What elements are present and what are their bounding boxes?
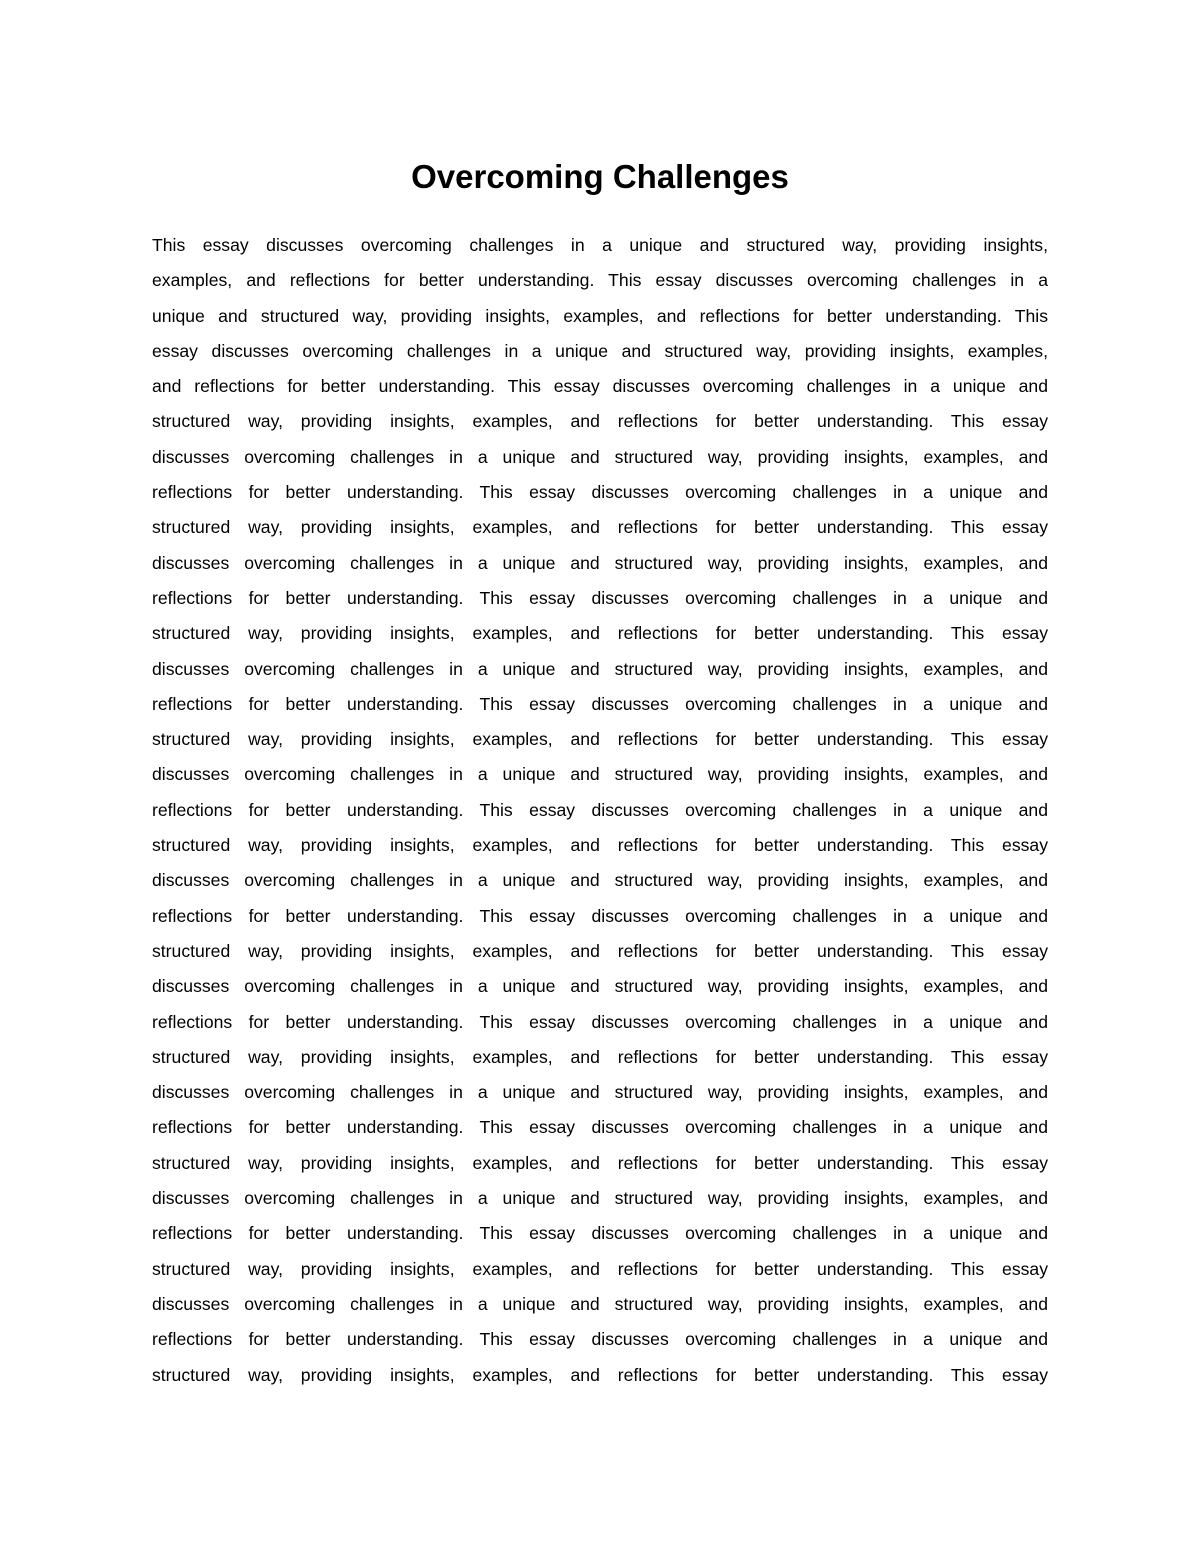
body-line: discusses overcoming challenges in a unique and structured way, providing insights, examples, and <box>152 870 1048 891</box>
body-line: reflections for better understanding. This essay discusses overcoming challenges in a unique and <box>152 1329 1048 1350</box>
body-line: structured way, providing insights, examples, and reflections for better understanding. This essay <box>152 1152 1048 1173</box>
body-line: unique and structured way, providing insights, examples, and reflections for better understanding. This <box>152 305 1048 326</box>
body-line: discusses overcoming challenges in a unique and structured way, providing insights, examples, and <box>152 1293 1048 1314</box>
body-line: structured way, providing insights, examples, and reflections for better understanding. This essay <box>152 623 1048 644</box>
page-title: Overcoming Challenges <box>411 158 789 195</box>
body-line: structured way, providing insights, examples, and reflections for better understanding. This essay <box>152 1258 1048 1279</box>
body-line: reflections for better understanding. This essay discusses overcoming challenges in a unique and <box>152 799 1048 820</box>
body-line: structured way, providing insights, examples, and reflections for better understanding. This essay <box>152 411 1048 432</box>
body-line: essay discusses overcoming challenges in a unique and structured way, providing insights, examples, <box>152 340 1048 361</box>
body-line: discusses overcoming challenges in a unique and structured way, providing insights, examples, and <box>152 1082 1048 1103</box>
body-line: structured way, providing insights, examples, and reflections for better understanding. This essay <box>152 517 1048 538</box>
body-line: discusses overcoming challenges in a unique and structured way, providing insights, examples, and <box>152 976 1048 997</box>
body-line: and reflections for better understanding. This essay discusses overcoming challenges in a unique and <box>152 376 1048 397</box>
body-line: This essay discusses overcoming challenges in a unique and structured way, providing insights, <box>152 235 1048 255</box>
body-line: reflections for better understanding. This essay discusses overcoming challenges in a unique and <box>152 693 1048 714</box>
body-line: examples, and reflections for better understanding. This essay discusses overcoming challenges in a <box>152 270 1048 291</box>
body-line: discusses overcoming challenges in a unique and structured way, providing insights, examples, and <box>152 1188 1048 1209</box>
body-line: discusses overcoming challenges in a unique and structured way, providing insights, examples, and <box>152 552 1048 573</box>
body-line: discusses overcoming challenges in a unique and structured way, providing insights, examples, and <box>152 764 1048 785</box>
body-line: structured way, providing insights, examples, and reflections for better understanding. This essay <box>152 729 1048 750</box>
body-line: reflections for better understanding. This essay discusses overcoming challenges in a unique and <box>152 905 1048 926</box>
body-line: discusses overcoming challenges in a unique and structured way, providing insights, examples, and <box>152 658 1048 679</box>
body-line: reflections for better understanding. This essay discusses overcoming challenges in a unique and <box>152 1223 1048 1244</box>
essay-body <box>152 228 1048 1393</box>
body-line: structured way, providing insights, examples, and reflections for better understanding. This essay <box>152 1046 1048 1067</box>
body-line: reflections for better understanding. This essay discusses overcoming challenges in a unique and <box>152 587 1048 608</box>
body-line: structured way, providing insights, examples, and reflections for better understanding. This essay <box>152 940 1048 961</box>
body-line: discusses overcoming challenges in a unique and structured way, providing insights, examples, and <box>152 446 1048 467</box>
body-line: reflections for better understanding. This essay discusses overcoming challenges in a unique and <box>152 1117 1048 1138</box>
body-line: structured way, providing insights, examples, and reflections for better understanding. This essay <box>152 835 1048 856</box>
body-line: reflections for better understanding. This essay discusses overcoming challenges in a unique and <box>152 1011 1048 1032</box>
body-line: structured way, providing insights, examples, and reflections for better understanding. This essay <box>152 1364 1048 1385</box>
body-line: reflections for better understanding. This essay discusses overcoming challenges in a unique and <box>152 482 1048 503</box>
